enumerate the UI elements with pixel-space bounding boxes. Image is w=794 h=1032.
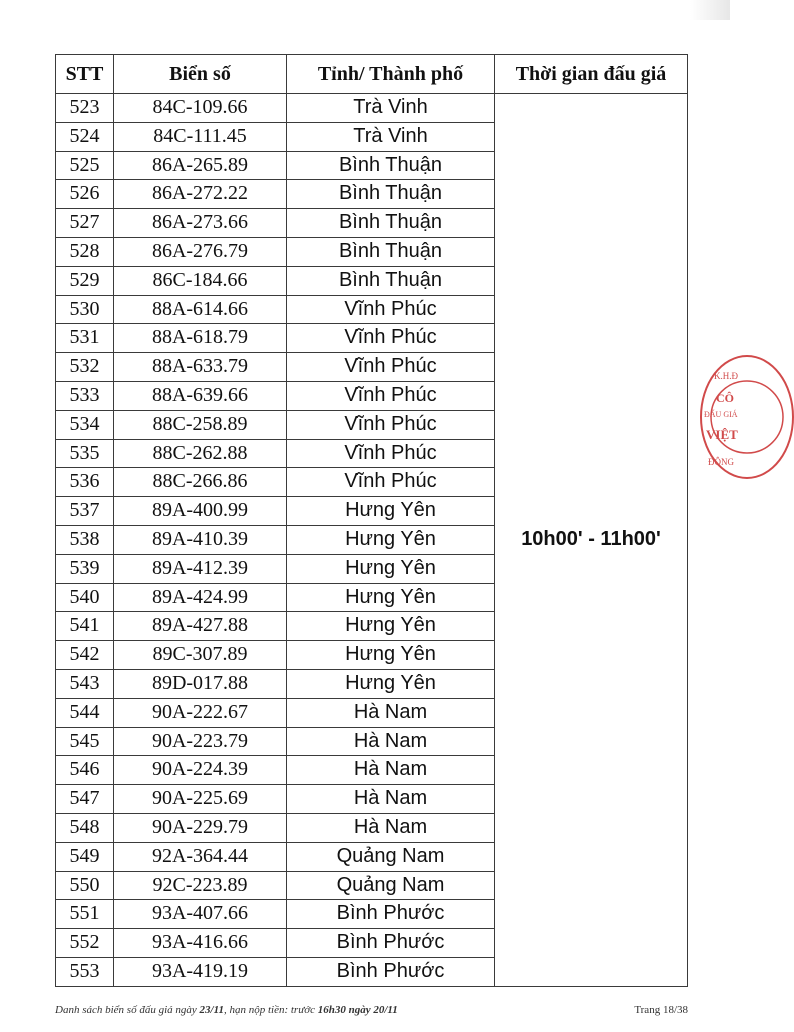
cell-plate: 88C-258.89 [114, 410, 287, 439]
header-plate: Biển số [114, 55, 287, 94]
cell-plate: 93A-419.19 [114, 957, 287, 986]
cell-stt: 534 [56, 410, 114, 439]
cell-province: Trà Vinh [287, 94, 495, 123]
cell-province: Trà Vinh [287, 122, 495, 151]
cell-plate: 86C-184.66 [114, 266, 287, 295]
cell-stt: 523 [56, 94, 114, 123]
cell-plate: 93A-416.66 [114, 929, 287, 958]
cell-stt: 528 [56, 237, 114, 266]
cell-plate: 90A-222.67 [114, 698, 287, 727]
cell-plate: 90A-225.69 [114, 785, 287, 814]
cell-province: Bình Thuận [287, 266, 495, 295]
cell-province: Hưng Yên [287, 669, 495, 698]
cell-stt: 551 [56, 900, 114, 929]
cell-stt: 544 [56, 698, 114, 727]
cell-plate: 90A-224.39 [114, 756, 287, 785]
cell-stt: 533 [56, 381, 114, 410]
cell-province: Bình Thuận [287, 237, 495, 266]
page-number: Trang 18/38 [634, 1004, 688, 1016]
cell-stt: 532 [56, 353, 114, 382]
cell-plate: 88A-639.66 [114, 381, 287, 410]
cell-stt: 530 [56, 295, 114, 324]
cell-plate: 88C-262.88 [114, 439, 287, 468]
cell-province: Hà Nam [287, 727, 495, 756]
cell-plate: 89D-017.88 [114, 669, 287, 698]
cell-stt: 531 [56, 324, 114, 353]
cell-stt: 536 [56, 468, 114, 497]
seal-graphic [702, 357, 792, 477]
cell-plate: 88A-618.79 [114, 324, 287, 353]
red-seal-stamp [700, 355, 794, 479]
seal-text-5: ĐÔNG [708, 457, 734, 467]
cell-stt: 550 [56, 871, 114, 900]
cell-stt: 552 [56, 929, 114, 958]
cell-plate: 89A-412.39 [114, 554, 287, 583]
cell-province: Vĩnh Phúc [287, 468, 495, 497]
cell-plate: 92A-364.44 [114, 842, 287, 871]
footer-deadline: 16h30 ngày 20/11 [317, 1004, 398, 1016]
cell-auction-time: 10h00' - 11h00' [495, 94, 688, 987]
cell-province: Bình Thuận [287, 180, 495, 209]
table-body [56, 94, 688, 987]
cell-stt: 540 [56, 583, 114, 612]
cell-stt: 527 [56, 209, 114, 238]
cell-plate: 84C-111.45 [114, 122, 287, 151]
seal-text-3: ĐẤU GIÁ [704, 410, 738, 419]
footer-prefix: Danh sách biển số đấu giá ngày [55, 1004, 200, 1016]
cell-province: Bình Thuận [287, 151, 495, 180]
cell-stt: 524 [56, 122, 114, 151]
cell-stt: 549 [56, 842, 114, 871]
footer-note [55, 1004, 398, 1016]
cell-plate: 88A-633.79 [114, 353, 287, 382]
cell-province: Hà Nam [287, 756, 495, 785]
cell-plate: 88C-266.86 [114, 468, 287, 497]
seal-text-2: CÔ [716, 391, 734, 405]
cell-province: Hưng Yên [287, 497, 495, 526]
cell-stt: 526 [56, 180, 114, 209]
cell-province: Vĩnh Phúc [287, 353, 495, 382]
cell-plate: 90A-223.79 [114, 727, 287, 756]
cell-province: Bình Thuận [287, 209, 495, 238]
cell-province: Hưng Yên [287, 641, 495, 670]
cell-province: Hưng Yên [287, 554, 495, 583]
cell-plate: 89A-410.39 [114, 525, 287, 554]
cell-province: Vĩnh Phúc [287, 381, 495, 410]
page-edge-shadow [690, 0, 730, 20]
cell-province: Hưng Yên [287, 583, 495, 612]
cell-stt: 553 [56, 957, 114, 986]
cell-plate: 86A-276.79 [114, 237, 287, 266]
seal-text-4: VIỆT [706, 427, 738, 442]
table-header-row [56, 55, 688, 94]
cell-province: Hà Nam [287, 813, 495, 842]
seal-text-1: K.H.Đ [714, 371, 738, 381]
cell-province: Bình Phước [287, 900, 495, 929]
cell-plate: 89A-424.99 [114, 583, 287, 612]
cell-province: Bình Phước [287, 929, 495, 958]
cell-province: Vĩnh Phúc [287, 439, 495, 468]
cell-stt: 529 [56, 266, 114, 295]
cell-plate: 89A-400.99 [114, 497, 287, 526]
cell-province: Hà Nam [287, 785, 495, 814]
cell-province: Hưng Yên [287, 612, 495, 641]
cell-stt: 548 [56, 813, 114, 842]
header-province: Tỉnh/ Thành phố [287, 55, 495, 94]
cell-stt: 545 [56, 727, 114, 756]
cell-stt: 538 [56, 525, 114, 554]
cell-stt: 543 [56, 669, 114, 698]
cell-plate: 84C-109.66 [114, 94, 287, 123]
cell-stt: 546 [56, 756, 114, 785]
cell-province: Vĩnh Phúc [287, 324, 495, 353]
cell-plate: 86A-272.22 [114, 180, 287, 209]
cell-plate: 89C-307.89 [114, 641, 287, 670]
license-plate-table [55, 54, 688, 987]
cell-province: Hà Nam [287, 698, 495, 727]
cell-stt: 541 [56, 612, 114, 641]
cell-plate: 93A-407.66 [114, 900, 287, 929]
cell-province: Quảng Nam [287, 871, 495, 900]
cell-province: Vĩnh Phúc [287, 410, 495, 439]
table-row [56, 94, 688, 123]
cell-province: Bình Phước [287, 957, 495, 986]
cell-stt: 525 [56, 151, 114, 180]
footer-middle: , hạn nộp tiền: trước [223, 1004, 318, 1016]
footer-date: 23/11 [199, 1004, 224, 1016]
header-stt: STT [56, 55, 114, 94]
header-auction-time: Thời gian đấu giá [495, 55, 688, 94]
cell-province: Quảng Nam [287, 842, 495, 871]
cell-plate: 88A-614.66 [114, 295, 287, 324]
cell-stt: 535 [56, 439, 114, 468]
cell-stt: 537 [56, 497, 114, 526]
cell-stt: 542 [56, 641, 114, 670]
cell-plate: 90A-229.79 [114, 813, 287, 842]
cell-province: Hưng Yên [287, 525, 495, 554]
cell-plate: 86A-273.66 [114, 209, 287, 238]
cell-plate: 89A-427.88 [114, 612, 287, 641]
cell-plate: 86A-265.89 [114, 151, 287, 180]
cell-province: Vĩnh Phúc [287, 295, 495, 324]
cell-plate: 92C-223.89 [114, 871, 287, 900]
cell-stt: 547 [56, 785, 114, 814]
cell-stt: 539 [56, 554, 114, 583]
